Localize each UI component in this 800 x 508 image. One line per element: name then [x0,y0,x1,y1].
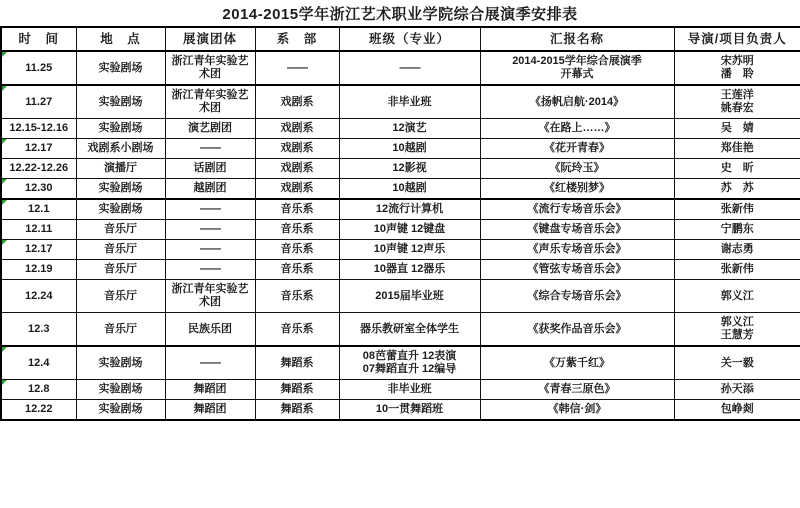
cell-place: 音乐厅 [76,240,165,260]
column-header: 导演/项目负责人 [674,27,800,51]
cell-place: 实验剧场 [76,85,165,119]
column-header: 展演团体 [165,27,255,51]
cell-place: 演播厅 [76,159,165,179]
cell-dept: 音乐系 [255,199,339,220]
column-header: 系 部 [255,27,339,51]
cell-dept: 舞蹈系 [255,400,339,421]
cell-group: —— [165,346,255,380]
table-row [1,260,800,280]
excel-error-flag-icon [2,200,7,205]
excel-error-flag-icon [2,86,7,91]
cell-show-title: 《青春三原色》 [480,380,674,400]
cell-dept: 音乐系 [255,240,339,260]
cell-director: 郑佳艳 [674,139,800,159]
cell-show-title: 《万紫千红》 [480,346,674,380]
cell-dept: 舞蹈系 [255,380,339,400]
cell-show-title: 《在路上……》 [480,119,674,139]
cell-group: —— [165,220,255,240]
cell-place: 音乐厅 [76,220,165,240]
table-row [1,199,800,220]
cell-dept: 音乐系 [255,260,339,280]
cell-group: —— [165,139,255,159]
cell-class-major: 器乐教研室全体学生 [339,313,480,347]
cell-class-major: 08芭蕾直升 12表演 07舞蹈直升 12编导 [339,346,480,380]
cell-dept: 音乐系 [255,313,339,347]
cell-time: 12.19 [1,260,76,280]
column-header: 时 间 [1,27,76,51]
cell-class-major: 12影视 [339,159,480,179]
cell-time: 12.1 [1,199,76,220]
excel-error-flag-icon [2,347,7,352]
cell-director: 张新伟 [674,260,800,280]
cell-director: 吴 婧 [674,119,800,139]
page-title: 2014-2015学年浙江艺术职业学院综合展演季安排表 [222,5,578,23]
excel-error-flag-icon [2,179,7,184]
cell-time: 12.11 [1,220,76,240]
cell-show-title: 《扬帆启航·2014》 [480,85,674,119]
cell-place: 实验剧场 [76,380,165,400]
cell-class-major: —— [339,51,480,85]
schedule-table [0,26,800,421]
cell-class-major: 非毕业班 [339,380,480,400]
table-row [1,240,800,260]
cell-group: 舞蹈团 [165,380,255,400]
cell-time: 12.8 [1,380,76,400]
table-row [1,400,800,421]
cell-show-title: 《键盘专场音乐会》 [480,220,674,240]
table-row [1,179,800,200]
cell-dept: 戏剧系 [255,139,339,159]
table-row [1,159,800,179]
cell-place: 实验剧场 [76,199,165,220]
cell-group: 话剧团 [165,159,255,179]
cell-time: 12.17 [1,139,76,159]
table-row [1,380,800,400]
excel-error-flag-icon [2,380,7,385]
cell-place: 实验剧场 [76,179,165,200]
excel-error-flag-icon [2,52,7,57]
cell-director: 宁鹏东 [674,220,800,240]
cell-place: 戏剧系小剧场 [76,139,165,159]
cell-group: 舞蹈团 [165,400,255,421]
cell-place: 音乐厅 [76,280,165,313]
cell-show-title: 《韩信·剑》 [480,400,674,421]
cell-time: 12.24 [1,280,76,313]
cell-show-title: 2014-2015学年综合展演季 开幕式 [480,51,674,85]
column-header: 班级（专业） [339,27,480,51]
cell-show-title: 《阮玲玉》 [480,159,674,179]
excel-error-flag-icon [2,139,7,144]
table-row [1,220,800,240]
cell-show-title: 《流行专场音乐会》 [480,199,674,220]
cell-time: 12.4 [1,346,76,380]
excel-error-flag-icon [2,240,7,245]
table-row [1,280,800,313]
cell-group: 浙江青年实验艺术团 [165,51,255,85]
cell-director: 苏 苏 [674,179,800,200]
header-row [1,27,800,51]
cell-class-major: 12演艺 [339,119,480,139]
cell-time: 12.22 [1,400,76,421]
cell-time: 12.30 [1,179,76,200]
cell-dept: 舞蹈系 [255,346,339,380]
cell-director: 宋苏明 潘 聆 [674,51,800,85]
cell-place: 实验剧场 [76,400,165,421]
cell-class-major: 10越剧 [339,179,480,200]
cell-group: —— [165,260,255,280]
cell-director: 王莲洋 姚春宏 [674,85,800,119]
cell-time: 11.25 [1,51,76,85]
cell-show-title: 《红楼别梦》 [480,179,674,200]
cell-class-major: 10一贯舞蹈班 [339,400,480,421]
cell-director: 包峥剡 [674,400,800,421]
cell-director: 关一毅 [674,346,800,380]
cell-director: 张新伟 [674,199,800,220]
cell-time: 12.17 [1,240,76,260]
cell-time: 12.22-12.26 [1,159,76,179]
column-header: 汇报名称 [480,27,674,51]
cell-place: 实验剧场 [76,51,165,85]
cell-director: 郭义江 [674,280,800,313]
cell-dept: —— [255,51,339,85]
cell-group: 越剧团 [165,179,255,200]
cell-show-title: 《花开青春》 [480,139,674,159]
cell-group: —— [165,240,255,260]
cell-class-major: 非毕业班 [339,85,480,119]
cell-dept: 音乐系 [255,280,339,313]
cell-place: 音乐厅 [76,260,165,280]
cell-class-major: 10声键 12声乐 [339,240,480,260]
table-row [1,139,800,159]
cell-place: 实验剧场 [76,346,165,380]
cell-time: 12.3 [1,313,76,347]
cell-director: 郭义江 王慧芳 [674,313,800,347]
cell-class-major: 10越剧 [339,139,480,159]
cell-group: 演艺剧团 [165,119,255,139]
cell-group: 民族乐团 [165,313,255,347]
table-row [1,346,800,380]
cell-time: 11.27 [1,85,76,119]
cell-class-major: 10声键 12键盘 [339,220,480,240]
cell-place: 实验剧场 [76,119,165,139]
cell-dept: 戏剧系 [255,159,339,179]
cell-show-title: 《综合专场音乐会》 [480,280,674,313]
cell-class-major: 10器直 12器乐 [339,260,480,280]
cell-director: 谢志勇 [674,240,800,260]
cell-group: 浙江青年实验艺术团 [165,85,255,119]
cell-dept: 戏剧系 [255,119,339,139]
cell-group: 浙江青年实验艺术团 [165,280,255,313]
cell-place: 音乐厅 [76,313,165,347]
cell-show-title: 《管弦专场音乐会》 [480,260,674,280]
cell-group: —— [165,199,255,220]
cell-director: 孙天添 [674,380,800,400]
cell-dept: 戏剧系 [255,179,339,200]
cell-show-title: 《声乐专场音乐会》 [480,240,674,260]
cell-show-title: 《获奖作品音乐会》 [480,313,674,347]
cell-director: 史 昕 [674,159,800,179]
cell-dept: 音乐系 [255,220,339,240]
cell-dept: 戏剧系 [255,85,339,119]
table-row [1,85,800,119]
table-row [1,51,800,85]
cell-class-major: 2015届毕业班 [339,280,480,313]
table-row [1,313,800,347]
table-body [1,51,800,420]
cell-time: 12.15-12.16 [1,119,76,139]
column-header: 地 点 [76,27,165,51]
table-row [1,119,800,139]
cell-class-major: 12流行计算机 [339,199,480,220]
